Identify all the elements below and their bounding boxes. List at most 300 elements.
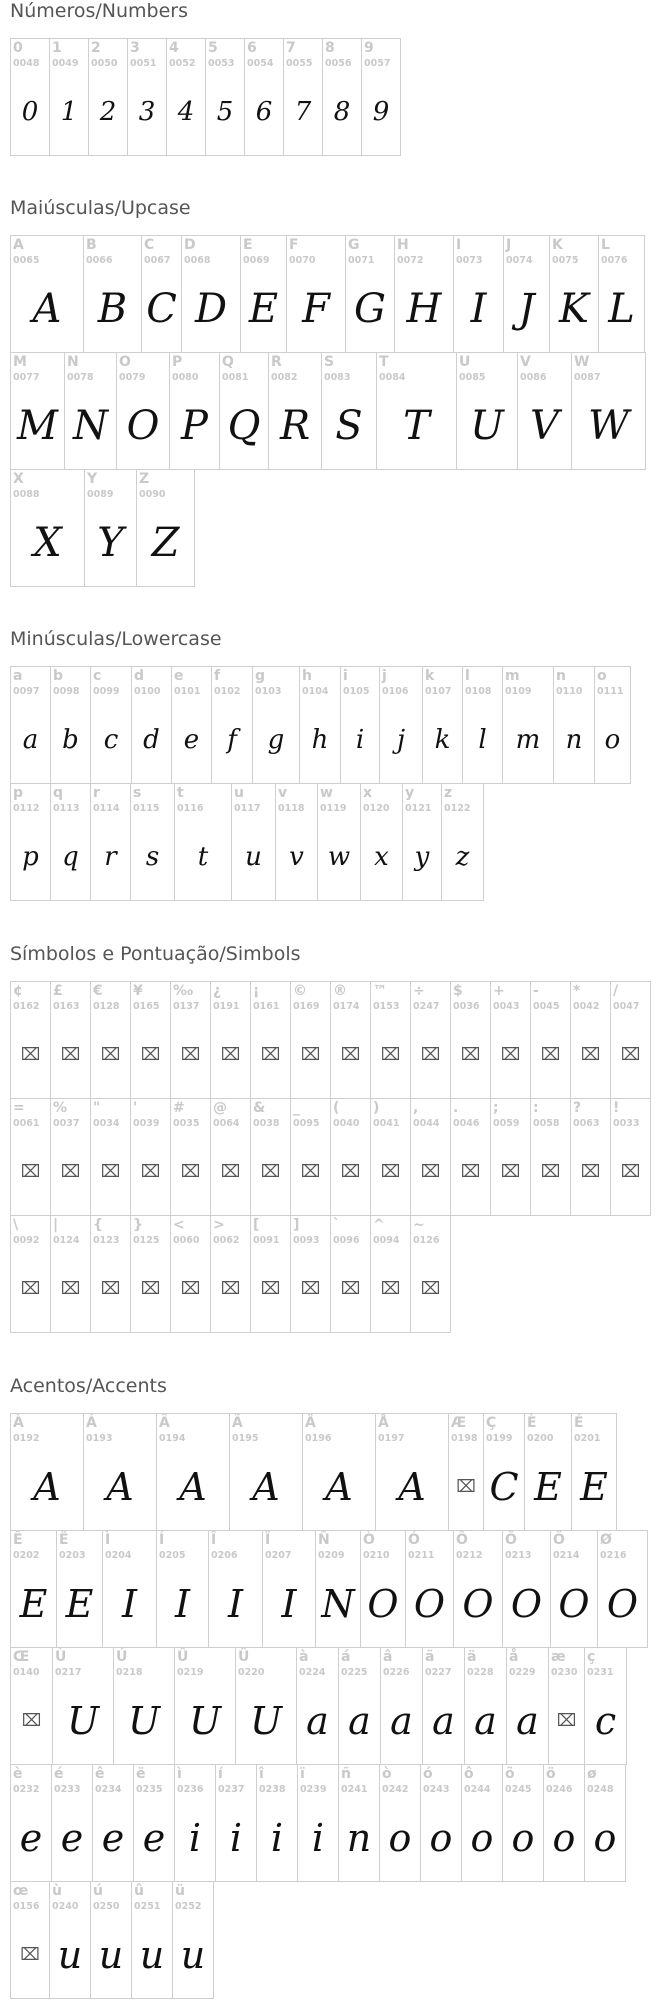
glyph-char-label: © [293, 983, 307, 999]
glyph-cell [210, 1098, 251, 1216]
glyph-sample: A [179, 1465, 207, 1509]
glyph-cell [156, 1530, 209, 1648]
glyph-code-label: 0086 [520, 372, 547, 383]
glyph-char-label: j [382, 668, 387, 684]
glyph-code-label: 0226 [383, 1667, 410, 1678]
glyph-char-label: Ú [116, 1649, 128, 1665]
glyph-char-label: è [13, 1766, 23, 1782]
glyph-code-label: 0049 [52, 58, 79, 69]
glyph-char-label: y [405, 785, 415, 801]
glyph-char-label: n [556, 668, 566, 684]
glyph-char-label: u [234, 785, 244, 801]
glyph-char-label: É [574, 1415, 584, 1431]
glyph-sample: d [143, 725, 160, 755]
glyph-code-label: 0080 [172, 372, 199, 383]
glyph-cell [64, 352, 117, 470]
glyph-code-label: 0193 [86, 1433, 113, 1444]
glyph-cell [502, 666, 554, 784]
glyph-cell [240, 235, 287, 353]
glyph-code-label: 0227 [425, 1667, 452, 1678]
glyph-char-label: ô [464, 1766, 474, 1782]
missing-glyph-icon: ⌧ [60, 1045, 81, 1065]
glyph-char-label: ø [587, 1766, 597, 1782]
glyph-cell [256, 1764, 298, 1882]
glyph-char-label: z [444, 785, 453, 801]
glyph-code-label: 0211 [408, 1550, 435, 1561]
glyph-code-label: 0115 [133, 803, 160, 814]
glyph-cell [299, 666, 341, 784]
glyph-cell [490, 1098, 531, 1216]
glyph-cell [131, 1881, 173, 1999]
glyph-code-label: 0085 [459, 372, 486, 383]
glyph-char-label: { [93, 1217, 103, 1233]
missing-glyph-icon: ⌧ [140, 1162, 161, 1182]
glyph-sample: L [608, 286, 635, 332]
glyph-cell [379, 1764, 421, 1882]
glyph-sample: Y [97, 520, 124, 566]
glyph-sample: H [406, 286, 442, 332]
glyph-cell [166, 38, 206, 156]
glyph-cell [410, 981, 451, 1099]
glyph-cell [322, 38, 362, 156]
glyph-char-label: J [506, 237, 512, 253]
missing-glyph-icon: ⌧ [100, 1162, 121, 1182]
glyph-char-label: Ì [105, 1532, 111, 1548]
glyph-code-label: 0098 [53, 686, 80, 697]
section-upcase [10, 197, 661, 586]
glyph-code-label: 0050 [91, 58, 118, 69]
glyph-char-label: _ [293, 1100, 300, 1116]
glyph-code-label: 0230 [551, 1667, 578, 1678]
missing-glyph-icon: ⌧ [260, 1045, 281, 1065]
glyph-char-label: C [144, 237, 155, 253]
glyph-code-label: 0079 [119, 372, 146, 383]
glyph-char-label: ö [546, 1766, 556, 1782]
glyph-sample: U [127, 1699, 161, 1743]
glyph-char-label: t [177, 785, 184, 801]
glyph-code-label: 0063 [573, 1118, 600, 1129]
glyph-sample: 9 [372, 97, 390, 127]
glyph-sample: R [279, 403, 311, 449]
glyph-cell [141, 235, 182, 353]
glyph-code-label: 0165 [133, 1001, 160, 1012]
glyph-char-label: 0 [13, 40, 23, 56]
glyph-cell [50, 1098, 91, 1216]
glyph-char-label: ; [493, 1100, 499, 1116]
glyph-code-label: 0210 [363, 1550, 390, 1561]
glyph-code-label: 0113 [53, 803, 80, 814]
missing-glyph-icon: ⌧ [420, 1279, 441, 1299]
section-lowercase [10, 628, 661, 900]
glyph-char-label: k [425, 668, 435, 684]
glyph-char-label: Û [177, 1649, 189, 1665]
glyph-code-label: 0103 [255, 686, 282, 697]
glyph-code-label: 0153 [373, 1001, 400, 1012]
glyph-cell [456, 352, 518, 470]
glyph-code-label: 0067 [144, 255, 171, 266]
missing-glyph-icon: ⌧ [340, 1162, 361, 1182]
glyph-cell [502, 1764, 544, 1882]
glyph-code-label: 0059 [493, 1118, 520, 1129]
glyph-code-label: 0052 [169, 58, 196, 69]
glyph-cell [571, 1413, 617, 1531]
glyph-sample: t [197, 842, 209, 872]
glyph-cell [130, 1098, 171, 1216]
glyph-sample: g [267, 725, 285, 755]
glyph-cell [90, 1881, 132, 1999]
glyph-sample: O [606, 1582, 639, 1626]
glyph-sample: l [478, 725, 487, 755]
glyph-cell [302, 1413, 376, 1531]
glyph-cell [553, 666, 595, 784]
glyph-code-label: 0101 [174, 686, 201, 697]
glyph-cell [503, 235, 550, 353]
glyph-code-label: 0218 [116, 1667, 143, 1678]
glyph-cell [290, 1098, 331, 1216]
glyph-char-label: > [213, 1217, 225, 1233]
glyph-code-label: 0064 [213, 1118, 240, 1129]
missing-glyph-icon: ⌧ [380, 1279, 401, 1299]
glyph-cell [490, 981, 531, 1099]
glyph-cell [360, 1530, 406, 1648]
glyph-char-label: î [259, 1766, 264, 1782]
glyph-sample: u [98, 1933, 124, 1977]
glyph-code-label: 0118 [278, 803, 305, 814]
glyph-cell [10, 1098, 51, 1216]
glyph-cell [10, 1413, 84, 1531]
glyph-char-label: ) [373, 1100, 380, 1116]
glyph-cell [598, 235, 645, 353]
glyph-char-label: d [134, 668, 145, 684]
missing-glyph-icon: ⌧ [380, 1162, 401, 1182]
glyph-code-label: 0068 [184, 255, 211, 266]
glyph-cell [483, 1413, 525, 1531]
glyph-char-label: l [465, 668, 470, 684]
missing-glyph-icon: ⌧ [500, 1162, 521, 1182]
glyph-code-label: 0231 [587, 1667, 614, 1678]
glyph-cell [10, 1881, 50, 1999]
glyph-code-label: 0209 [318, 1550, 345, 1561]
glyph-char-label: G [348, 237, 360, 253]
glyph-char-label: g [255, 668, 266, 684]
glyph-sample: C [146, 286, 177, 332]
glyph-char-label: å [509, 1649, 519, 1665]
glyph-sample: k [434, 725, 451, 755]
glyph-cell [50, 783, 91, 901]
glyph-cell [262, 1530, 316, 1648]
glyph-code-label: 0199 [486, 1433, 513, 1444]
glyph-cell [219, 352, 269, 470]
glyph-char-label: F [289, 237, 299, 253]
missing-glyph-icon: ⌧ [260, 1279, 281, 1299]
glyph-cell [169, 352, 220, 470]
glyph-cell [290, 1215, 331, 1333]
glyph-cell [50, 1215, 91, 1333]
section-symbols [10, 943, 661, 1332]
glyph-cell [10, 352, 65, 470]
glyph-cell [10, 38, 50, 156]
glyph-code-label: 0083 [324, 372, 351, 383]
glyph-sample: X [33, 520, 62, 566]
glyph-char-label: ¢ [13, 983, 23, 999]
glyph-cell [453, 1530, 503, 1648]
glyph-char-label: ™ [373, 983, 387, 999]
glyph-char-label: B [86, 237, 97, 253]
glyph-code-label: 0201 [574, 1433, 601, 1444]
missing-glyph-icon: ⌧ [260, 1162, 281, 1182]
glyph-cell [570, 981, 611, 1099]
glyph-sample: i [270, 1816, 284, 1860]
glyph-cell [83, 1413, 157, 1531]
glyph-char-label: & [253, 1100, 266, 1116]
glyph-char-label: Y [87, 471, 98, 487]
glyph-sample: e [142, 1816, 166, 1860]
glyph-cell [441, 783, 484, 901]
glyph-cell [92, 1764, 134, 1882]
glyph-code-label: 0224 [299, 1667, 326, 1678]
glyph-cell [375, 1413, 449, 1531]
glyph-cell [127, 38, 167, 156]
glyph-code-label: 0198 [451, 1433, 478, 1444]
glyph-sample: W [587, 403, 630, 449]
glyph-code-label: 0200 [527, 1433, 554, 1444]
glyph-sample: E [19, 1582, 48, 1626]
glyph-code-label: 0239 [300, 1784, 327, 1795]
glyph-char-label: ò [382, 1766, 392, 1782]
glyph-sample: e [19, 1816, 43, 1860]
glyph-code-label: 0237 [218, 1784, 245, 1795]
glyph-code-label: 0090 [139, 489, 166, 500]
glyph-sample: K [559, 286, 589, 332]
glyph-sample: O [413, 1582, 446, 1626]
missing-glyph-icon: ⌧ [300, 1162, 321, 1182]
glyph-char-label: ù [52, 1883, 62, 1899]
glyph-code-label: 0081 [222, 372, 249, 383]
glyph-char-label: % [53, 1100, 68, 1116]
missing-glyph-icon: ⌧ [580, 1162, 601, 1182]
glyph-sample: G [354, 286, 386, 332]
missing-glyph-icon: ⌧ [540, 1162, 561, 1182]
glyph-sample: C [489, 1465, 519, 1509]
glyph-char-label: Z [139, 471, 150, 487]
glyph-cell [215, 1764, 257, 1882]
glyph-char-label: o [597, 668, 607, 684]
glyph-cell [250, 1098, 291, 1216]
glyph-code-label: 0233 [54, 1784, 81, 1795]
glyph-char-label: õ [505, 1766, 515, 1782]
glyph-char-label: e [174, 668, 184, 684]
glyph-code-label: 0213 [505, 1550, 532, 1561]
glyph-cell [229, 1413, 303, 1531]
glyph-cell [50, 981, 91, 1099]
glyph-char-label: Œ [13, 1649, 30, 1665]
glyph-code-label: 0125 [133, 1235, 160, 1246]
glyph-cell [130, 1215, 171, 1333]
glyph-char-label: ® [333, 983, 347, 999]
glyph-sample: A [398, 1465, 426, 1509]
glyph-char-label: : [533, 1100, 539, 1116]
glyph-sample: c [103, 725, 119, 755]
glyph-code-label: 0196 [305, 1433, 332, 1444]
missing-glyph-icon: ⌧ [540, 1045, 561, 1065]
glyph-char-label: I [456, 237, 462, 253]
glyph-sample: S [335, 403, 363, 449]
glyph-sample: a [390, 1699, 413, 1743]
glyph-code-label: 0197 [378, 1433, 405, 1444]
glyph-char-label: ã [425, 1649, 435, 1665]
glyph-char-label: ÷ [413, 983, 425, 999]
glyph-code-label: 0251 [134, 1901, 161, 1912]
glyph-sample: o [593, 1816, 617, 1860]
glyph-sample: E [580, 1465, 608, 1509]
glyph-code-label: 0107 [425, 686, 452, 697]
glyph-code-label: 0042 [573, 1001, 600, 1012]
glyph-sample: c [594, 1699, 617, 1743]
glyph-sample: 4 [177, 97, 195, 127]
glyph-cell [380, 1647, 423, 1765]
glyph-code-label: 0076 [601, 255, 628, 266]
glyph-cell [422, 1647, 465, 1765]
glyph-cell [550, 1530, 598, 1648]
glyph-char-label: ë [136, 1766, 146, 1782]
glyph-code-label: 0128 [93, 1001, 120, 1012]
glyph-char-label: - [533, 983, 539, 999]
glyph-code-label: 0097 [13, 686, 40, 697]
glyph-sample: n [565, 725, 583, 755]
glyph-sample: N [73, 403, 108, 449]
glyph-code-label: 0240 [52, 1901, 79, 1912]
glyph-sample: N [321, 1582, 355, 1626]
glyph-code-label: 0205 [159, 1550, 186, 1561]
glyph-char-label: £ [53, 983, 63, 999]
glyph-sample: o [511, 1816, 535, 1860]
glyph-char-label: Ï [265, 1532, 271, 1548]
glyph-code-label: 0117 [234, 803, 261, 814]
glyph-cell [211, 666, 253, 784]
glyph-char-label: Ò [363, 1532, 375, 1548]
glyph-sample: J [518, 286, 535, 332]
glyph-sample: V [530, 403, 559, 449]
glyph-char-label: 9 [364, 40, 374, 56]
glyph-code-label: 0095 [293, 1118, 320, 1129]
glyph-code-label: 0039 [133, 1118, 160, 1129]
glyph-cell [174, 783, 232, 901]
glyph-cell [170, 1098, 211, 1216]
glyph-sample: a [432, 1699, 455, 1743]
glyph-char-label: 6 [247, 40, 257, 56]
glyph-char-label: " [93, 1100, 101, 1116]
glyph-sample: 7 [294, 97, 312, 127]
glyph-cell [205, 38, 245, 156]
glyph-char-label: r [93, 785, 100, 801]
glyph-sample: U [188, 1699, 222, 1743]
glyph-cell [340, 666, 380, 784]
glyph-char-label: Õ [505, 1532, 517, 1548]
missing-glyph-icon: ⌧ [220, 1045, 241, 1065]
glyph-cell [116, 352, 170, 470]
glyph-code-label: 0084 [379, 372, 406, 383]
glyph-code-label: 0066 [86, 255, 113, 266]
glyph-code-label: 0058 [533, 1118, 560, 1129]
glyph-cell [450, 981, 491, 1099]
glyph-char-label: û [134, 1883, 144, 1899]
glyph-sample: E [65, 1582, 94, 1626]
glyph-code-label: 0088 [13, 489, 40, 500]
missing-glyph-icon: ⌧ [456, 1477, 476, 1497]
missing-glyph-icon: ⌧ [100, 1045, 121, 1065]
glyph-char-label: œ [13, 1883, 29, 1899]
missing-glyph-icon: ⌧ [60, 1162, 81, 1182]
glyph-code-label: 0156 [13, 1901, 40, 1912]
glyph-cell [506, 1647, 549, 1765]
glyph-cell [50, 666, 91, 784]
glyph-sample: m [515, 725, 541, 755]
glyph-char-label: O [119, 354, 131, 370]
glyph-code-label: 0089 [87, 489, 114, 500]
glyph-code-label: 0061 [13, 1118, 40, 1129]
glyph-code-label: 0044 [413, 1118, 440, 1129]
glyph-cell [594, 666, 631, 784]
glyph-code-label: 0162 [13, 1001, 40, 1012]
glyph-code-label: 0229 [509, 1667, 536, 1678]
glyph-char-label: æ [551, 1649, 566, 1665]
glyph-cell [296, 1647, 339, 1765]
glyph-cell [394, 235, 454, 353]
glyph-cell [361, 38, 401, 156]
glyph-cell [210, 1215, 251, 1333]
glyph-cell [10, 469, 85, 587]
glyph-cell [571, 352, 646, 470]
glyph-cell [90, 666, 132, 784]
glyph-sample: A [33, 1465, 61, 1509]
glyph-char-label: b [53, 668, 64, 684]
glyph-cell [10, 666, 51, 784]
glyph-sample: P [181, 403, 208, 449]
glyph-cell [10, 1764, 52, 1882]
glyph-sample: I [470, 286, 487, 332]
glyph-cell [548, 1647, 585, 1765]
glyph-code-label: 0116 [177, 803, 204, 814]
glyph-sample: y [414, 842, 430, 872]
glyph-cell [448, 1413, 484, 1531]
section-accents [10, 1375, 661, 1998]
glyph-char-label: ñ [341, 1766, 351, 1782]
glyph-char-label: + [493, 983, 505, 999]
glyph-code-label: 0119 [320, 803, 347, 814]
glyph-sample: Q [227, 403, 261, 449]
glyph-cell [174, 1647, 236, 1765]
glyph-grid [10, 666, 661, 900]
missing-glyph-icon: ⌧ [340, 1279, 361, 1299]
glyph-char-label: * [573, 983, 581, 999]
glyph-code-label: 0122 [444, 803, 471, 814]
glyph-sample: O [126, 403, 160, 449]
glyph-char-label: D [184, 237, 196, 253]
glyph-sample: U [249, 1699, 283, 1743]
glyph-sample: u [180, 1933, 206, 1977]
glyph-char-label: v [278, 785, 288, 801]
glyph-sample: v [289, 842, 304, 872]
glyph-code-label: 0212 [456, 1550, 483, 1561]
glyph-sample: e [60, 1816, 84, 1860]
glyph-char-label: 1 [52, 40, 62, 56]
glyph-cell [453, 235, 504, 353]
glyph-sample: a [306, 1699, 329, 1743]
glyph-cell [52, 1647, 114, 1765]
glyph-code-label: 0060 [173, 1235, 200, 1246]
glyph-cell [268, 352, 322, 470]
glyph-cell [84, 469, 137, 587]
